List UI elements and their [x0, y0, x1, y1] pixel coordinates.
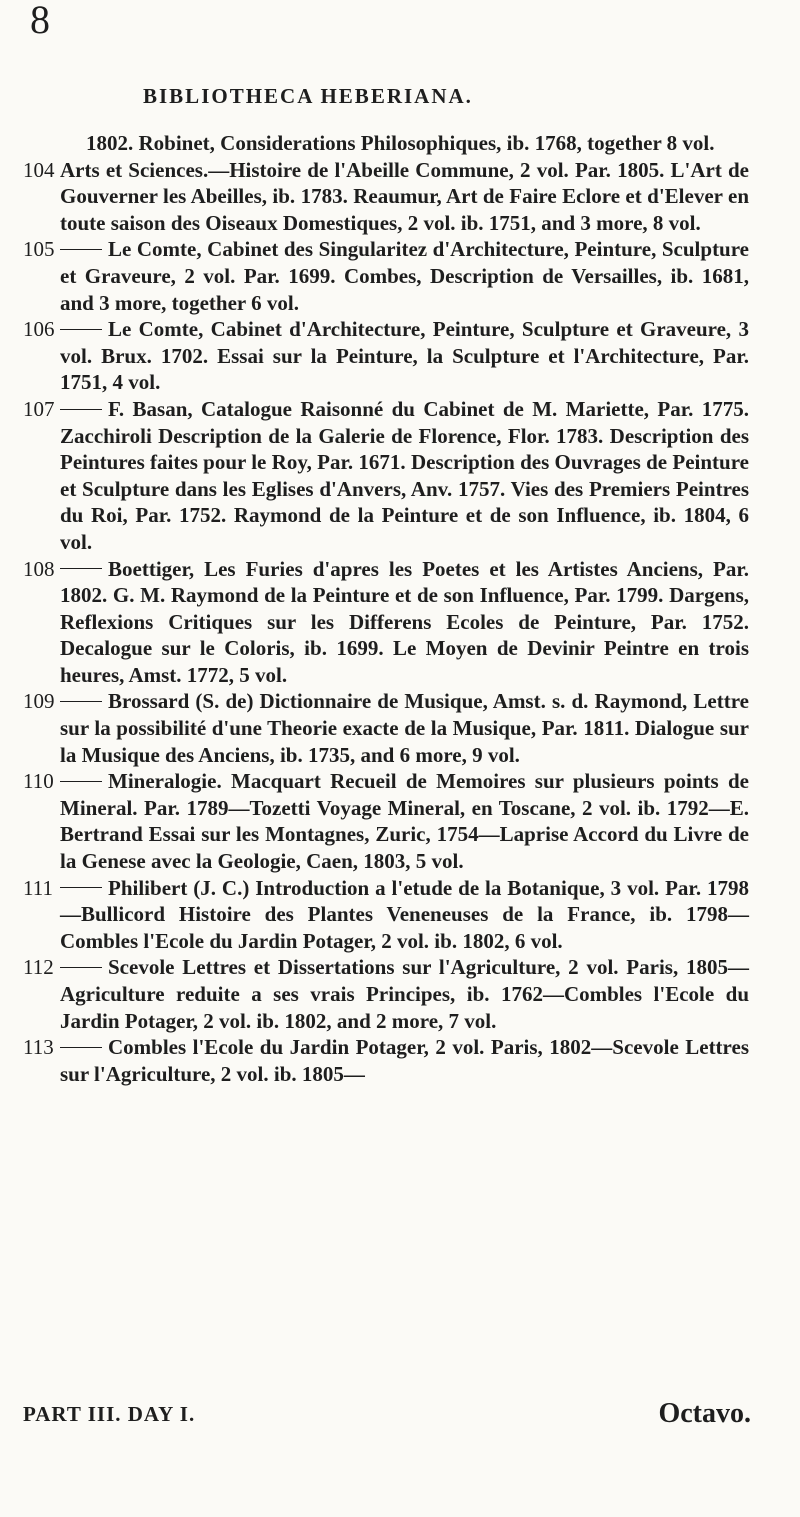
catalogue-entry [0, 556, 749, 689]
lot-number: 108 [23, 556, 55, 581]
page-footer [23, 1398, 751, 1429]
lot-number: 113 [23, 1035, 54, 1060]
catalogue-entry [0, 396, 749, 556]
lot-number: 106 [23, 317, 55, 342]
entry-text: Scevole Lettres et Dissertations sur l'Agriculture, 2 vol. Paris, 1805—Agriculture reduite a ses vrais Principes, ib. 1762—Combles l'Ecole du Jardin Potager, 2 vol. ib. 1802, and 2 more, 7 vol. [60, 955, 749, 1033]
ditto-dash [60, 249, 102, 250]
catalogue-entry [0, 316, 749, 396]
lot-number: 105 [23, 237, 55, 262]
entry-text: F. Basan, Catalogue Raisonné du Cabinet de M. Mariette, Par. 1775. Zacchiroli Description de la Galerie de Florence, Flor. 1783. Description des Peintures faites pour le Roy, Par. 1671. Description des Ouvrages de Peinture et Sculpture dans les Eglises d'Anvers, Anv. 1757. Vies des Premiers Peintres du Roi, Par. 1752. Raymond de la Peinture et de son Influence, ib. 1804, 6 vol. [60, 396, 749, 554]
page-number: 8 [30, 0, 50, 42]
entry-text: Mineralogie. Macquart Recueil de Memoires sur plusieurs points de Mineral. Par. 1789—Tozetti Voyage Mineral, en Toscane, 2 vol. ib. 1792—E. Bertrand Essai sur les Montagnes, Zuric, 1754—Laprise Accord du Livre de la Genese avec la Geologie, Caen, 1803, 5 vol. [60, 769, 749, 874]
catalogue-entry [0, 688, 749, 768]
entry-text: Combles l'Ecole du Jardin Potager, 2 vol. Paris, 1802—Scevole Lettres sur l'Agriculture, 2 vol. ib. 1805— [60, 1035, 749, 1086]
lot-number: 110 [23, 769, 54, 794]
ditto-dash [60, 701, 102, 702]
entry-text: Philibert (J. C.) Introduction a l'etude de la Botanique, 3 vol. Par. 1798—Bullicord Histoire des Plantes Veneneuses de la France, ib. 1798—Combles l'Ecole du Jardin Potager, 2 vol. ib. 1802, 6 vol. [60, 875, 749, 953]
ditto-dash [60, 409, 102, 410]
catalogue-entry [0, 236, 749, 316]
entry-text: Arts et Sciences.—Histoire de l'Abeille Commune, 2 vol. Par. 1805. L'Art de Gouverner les Abeilles, ib. 1783. Reaumur, Art de Faire Eclore et d'Elever en toute saison des Oiseaux Domestiques, 2 vol. ib. 1751, and 3 more, 8 vol. [60, 157, 749, 235]
ditto-dash [60, 568, 102, 569]
ditto-dash [60, 781, 102, 782]
signature-mark: PART III. DAY I. [23, 1402, 196, 1426]
ditto-dash [60, 1047, 102, 1048]
catalogue-entry [0, 1034, 749, 1087]
catalogue-entry [0, 875, 749, 955]
format-label: Octavo. [658, 1398, 751, 1429]
ditto-dash [60, 967, 102, 968]
lot-number: 109 [23, 689, 55, 714]
entry-text: 1802. Robinet, Considerations Philosophiques, ib. 1768, together 8 vol. [86, 131, 715, 155]
entry-text: Le Comte, Cabinet des Singularitez d'Architecture, Peinture, Sculpture et Graveure, 2 vol. Par. 1699. Combes, Description de Versailles, ib. 1681, and 3 more, together 6 vol. [60, 237, 749, 315]
entry-text: Brossard (S. de) Dictionnaire de Musique, Amst. s. d. Raymond, Lettre sur la possibilité d'une Theorie exacte de la Musique, Par. 1811. Dialogue sur la Musique des Anciens, ib. 1735, and 6 more, 9 vol. [60, 689, 749, 767]
catalogue-entry [0, 954, 749, 1034]
running-head: BIBLIOTHECA HEBERIANA. [143, 84, 473, 108]
ditto-dash [60, 887, 102, 888]
catalogue-entry [0, 130, 749, 157]
catalogue-entry [0, 768, 749, 874]
catalogue-entry [0, 157, 749, 237]
lot-number: 111 [23, 875, 53, 900]
lot-number: 112 [23, 955, 54, 980]
entry-text: Boettiger, Les Furies d'apres les Poetes et les Artistes Anciens, Par. 1802. G. M. Raymond de la Peinture et de son Influence, Par. 1799. Dargens, Reflexions Critiques sur les Differens Ecoles de Peinture, Par. 1752. Decalogue sur le Coloris, ib. 1699. Le Moyen de Devinir Peintre en trois heures, Amst. 1772, 5 vol. [60, 556, 749, 687]
entry-text: Le Comte, Cabinet d'Architecture, Peinture, Sculpture et Graveure, 3 vol. Brux. 1702. Essai sur la Peinture, la Sculpture et l'Architecture, Par. 1751, 4 vol. [60, 317, 749, 395]
catalogue-entries [0, 130, 800, 1087]
ditto-dash [60, 329, 102, 330]
lot-number: 107 [23, 396, 55, 421]
lot-number: 104 [23, 157, 55, 182]
